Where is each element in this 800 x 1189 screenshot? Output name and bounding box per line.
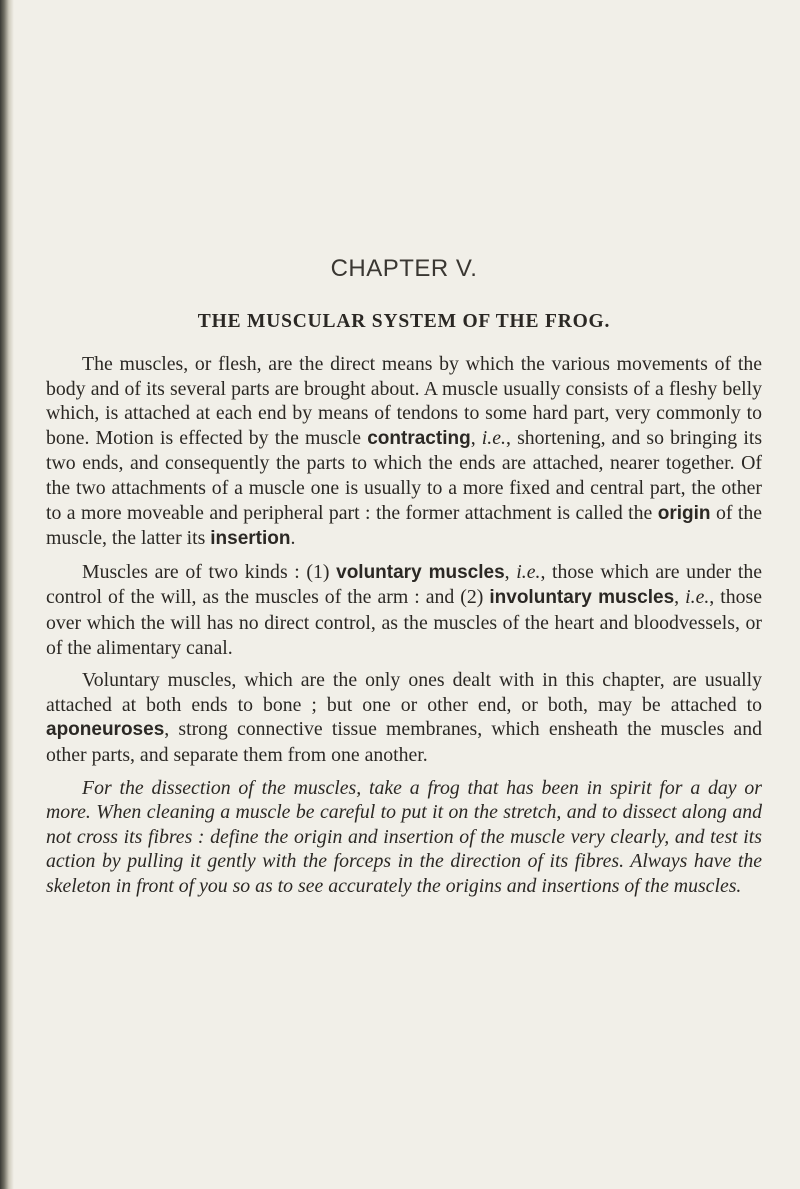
paragraph-text: . (290, 527, 296, 550)
chapter-title: THE MUSCULAR SYSTEM OF THE FROG. (197, 311, 611, 332)
paragraph-text: , (470, 426, 482, 449)
dissection-instructions: For the dissection of the muscles, take a frog that has been in spirit for a day or more. When cleaning a muscle be careful to put it on the stretch, and to dissect along and not cross its fibres : define the origin and insertion of the muscle very clearly, and test its action by pulling it gently with the forceps in the direction of its fibres. Always have the skeleton in front of you so as to see accurately the origins and insertions of the muscles. (46, 776, 762, 897)
paragraph-2 (46, 560, 762, 660)
term-contracting: contracting (367, 427, 471, 449)
paragraph-text: , those over which the will has no direct control, as the muscles of the heart and bloodvessels, or of the alimentary canal. (46, 586, 763, 659)
chapter-body (46, 352, 762, 898)
term-involuntary-muscles: involuntary muscles (489, 587, 675, 609)
paragraph-text: , (674, 586, 686, 609)
paragraph-text: , those which are under the control of the will, as the muscles of the arm : and (2) (46, 560, 763, 609)
paragraph-text: , shortening, and so bringing its two ends, and consequently the parts to which the ends are attached, nearer together. Of the two attachments of a muscle one is usually to a more fixed and central part, the other to a more moveable and peripheral part : the former attachment is called the (46, 426, 763, 524)
paragraph-text: Voluntary muscles, which are the only ones dealt with in this chapter, are usually attached at both ends to bone ; but one or other end, or both, may be attached to (46, 669, 762, 716)
term-origin: origin (657, 502, 711, 524)
paragraph-text: , strong connective tissue membranes, which ensheath the muscles and other parts, and separate them from one another. (46, 718, 762, 766)
abbrev-ie: i.e. (481, 426, 506, 449)
paragraph-text: Muscles are of two kinds : (1) (82, 560, 337, 583)
paragraph-text: of the muscle, the latter its (46, 501, 762, 550)
paragraph-text: The muscles, or flesh, are the direct means by which the various movements of the body and of its several parts are brought about. A muscle usually consists of a fleshy belly which, is attached at each end by means of tendons to some hard part, very commonly to bone. Motion is effected by the muscle (46, 353, 762, 449)
book-spine-shadow (0, 0, 14, 1189)
paragraph-text: , (504, 560, 517, 583)
abbrev-ie: i.e. (685, 586, 710, 609)
abbrev-ie: i.e. (516, 560, 541, 583)
term-insertion: insertion (210, 528, 291, 550)
chapter-heading: CHAPTER V. (330, 255, 478, 282)
paragraph-1 (46, 352, 762, 552)
paragraph-3 (46, 668, 762, 767)
term-voluntary-muscles: voluntary muscles (336, 561, 505, 583)
term-aponeuroses: aponeuroses (46, 719, 165, 741)
